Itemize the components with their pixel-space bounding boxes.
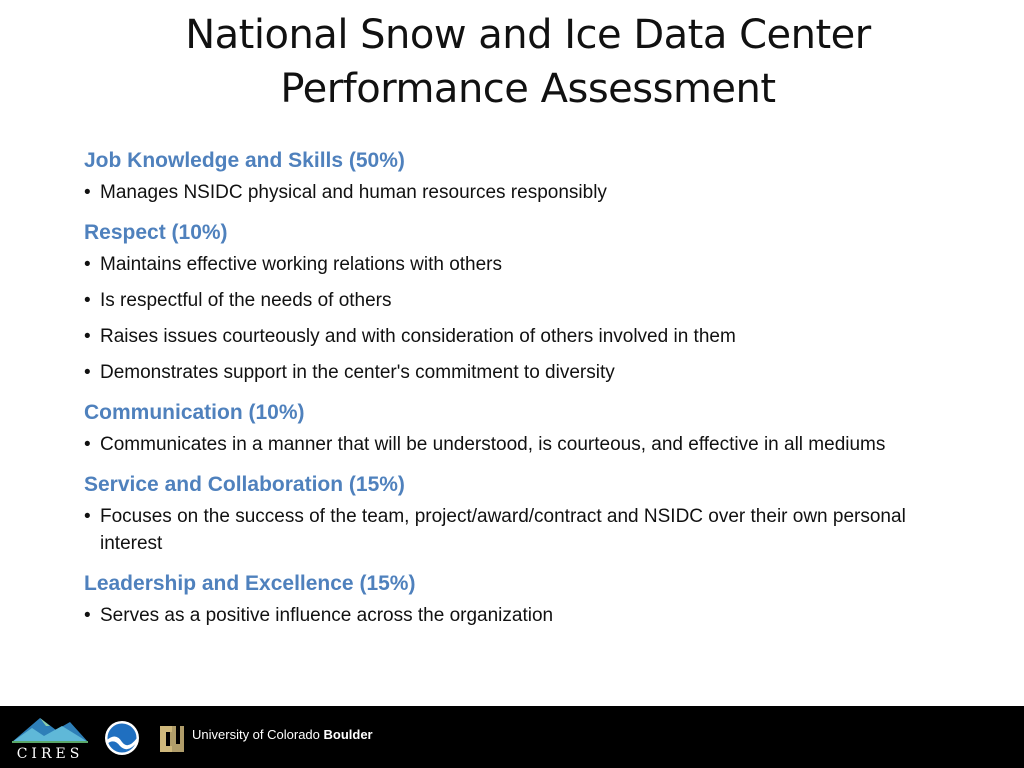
section-heading: Leadership and Excellence (15%) [84, 572, 416, 595]
section-heading: Communication (10%) [84, 401, 305, 424]
cu-wordmark-prefix: University of Colorado [192, 727, 324, 742]
cu-monogram-icon [156, 722, 186, 756]
title-line-1: National Snow and Ice Data Center [185, 12, 871, 58]
cires-logo [10, 712, 90, 764]
section-respect [84, 215, 964, 386]
noaa-logo [104, 720, 140, 756]
bullet-item: • Focuses on the success of the team, project/award/contract and NSIDC over their own personal interest [84, 503, 964, 557]
cu-wordmark-bold: Boulder [323, 727, 373, 742]
title-line-2: Performance Assessment [280, 66, 776, 112]
cires-wordmark: CIRES [16, 746, 84, 762]
bullet-item: • Raises issues courteously and with consideration of others involved in them [84, 323, 964, 350]
noaa-seal-icon [104, 720, 140, 756]
assessment-criteria [84, 143, 964, 638]
footer-logo-bar [0, 706, 1024, 768]
section-heading: Job Knowledge and Skills (50%) [84, 149, 405, 172]
bullet-item: • Manages NSIDC physical and human resources responsibly [84, 179, 964, 206]
bullet-item: • Maintains effective working relations with others [84, 251, 964, 278]
section-heading: Respect (10%) [84, 221, 228, 244]
section-service-collaboration [84, 467, 964, 557]
section-communication [84, 395, 964, 458]
section-job-knowledge [84, 143, 964, 206]
cu-boulder-logo [156, 722, 186, 756]
bullet-item: • Communicates in a manner that will be understood, is courteous, and effective in all mediums [84, 431, 964, 458]
bullet-item: • Is respectful of the needs of others [84, 287, 964, 314]
bullet-item: • Serves as a positive influence across the organization [84, 602, 964, 629]
section-heading: Service and Collaboration (15%) [84, 473, 405, 496]
cu-boulder-wordmark [192, 727, 373, 742]
section-leadership-excellence [84, 566, 964, 629]
slide-title [0, 8, 1024, 116]
bullet-item: • Demonstrates support in the center's commitment to diversity [84, 359, 964, 386]
cires-mountains-icon [10, 712, 90, 746]
